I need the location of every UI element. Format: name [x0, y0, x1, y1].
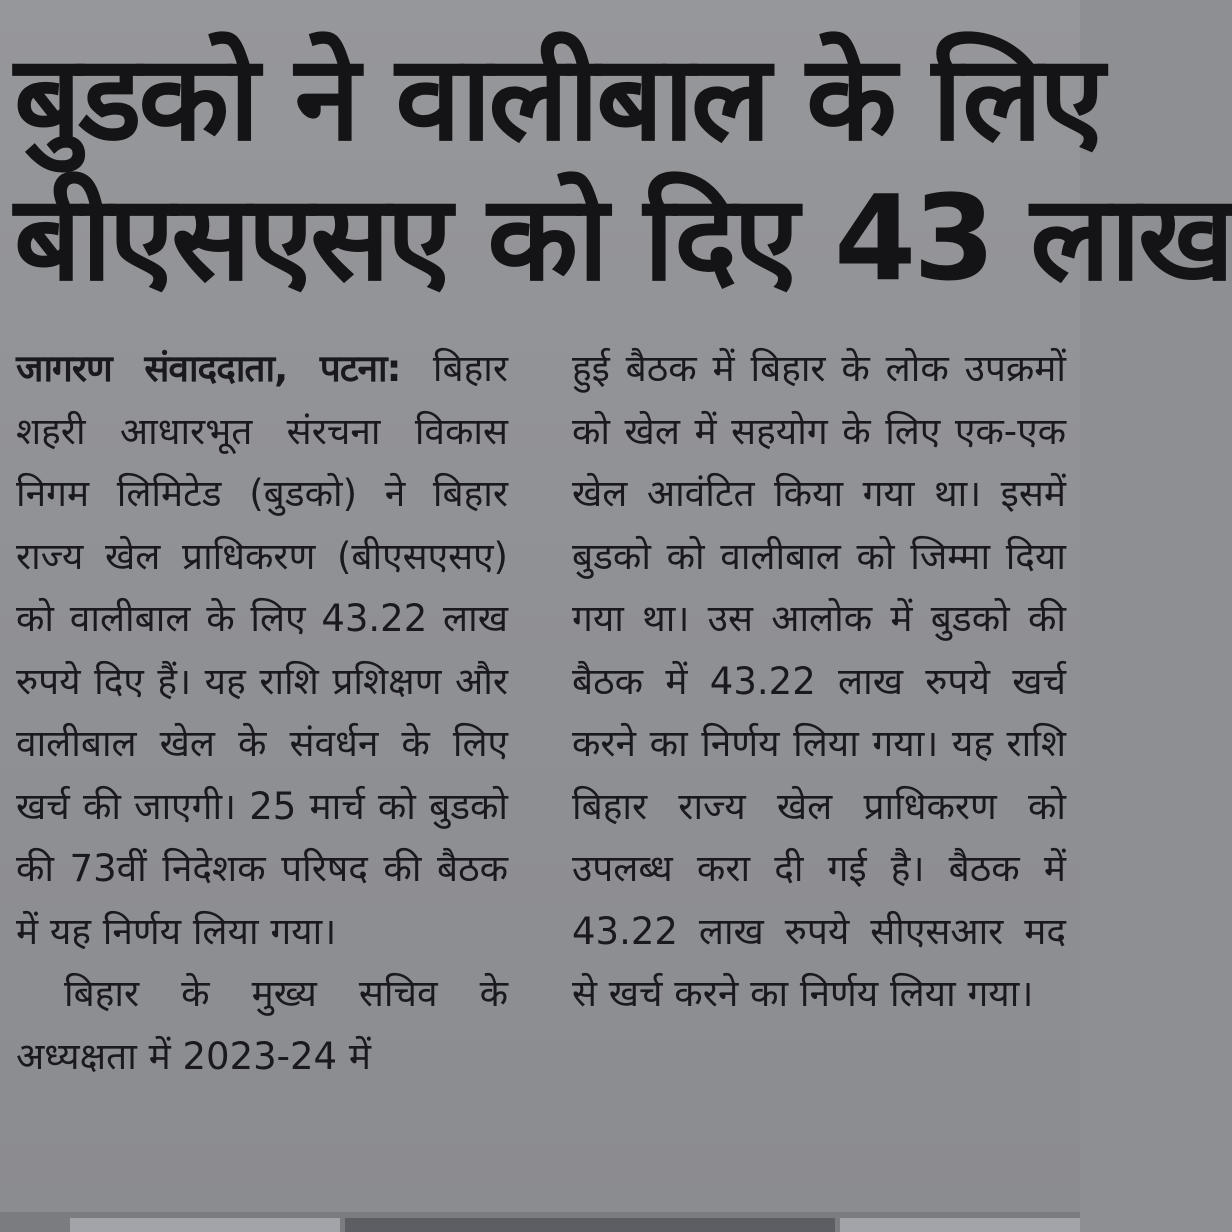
next-article-edge [0, 1212, 1080, 1232]
article-column-left [16, 338, 508, 1088]
byline: जागरण संवाददाता, पटना: [16, 347, 401, 390]
headline-line-2: बीएसएसए को दिए 43 लाख [14, 169, 1232, 307]
article-paragraph-1 [16, 338, 508, 963]
headline [14, 28, 1232, 308]
photo-edge-left [70, 1218, 340, 1232]
photo-edge-right [840, 1218, 1080, 1232]
article-paragraph-2-start: बिहार के मुख्य सचिव के अध्यक्षता में 2023-24 में [16, 972, 508, 1078]
article-column-right [572, 338, 1066, 1026]
article-paragraph-2-continued: हुई बैठक में बिहार के लोक उपक्रमों को खेल में सहयोग के लिए एक-एक खेल आवंटित किया गया था। इसमें बुडको को वालीबाल को जिम्मा दिया गया था। उस आलोक में बुडको की बैठक में 43.22 लाख रुपये खर्च करने का निर्णय लिया गया। यह राशि बिहार राज्य खेल प्राधिकरण को उपलब्ध करा दी गई है। बैठक में 43.22 लाख रुपये सीएसआर मद से खर्च करने का निर्णय लिया गया। [572, 347, 1066, 1015]
headline-line-1: बुडको ने वालीबाल के लिए [14, 29, 1102, 167]
paragraph-1-text: बिहार शहरी आधारभूत संरचना विकास निगम लिमिटेड (बुडको) ने बिहार राज्य खेल प्राधिकरण (बीएसएसए) को वालीबाल के लिए 43.22 लाख रुपये दिए हैं। यह राशि प्रशिक्षण और वालीबाल खेल के संवर्धन के लिए खर्च की जाएगी। 25 मार्च को बुडको की 73वीं निदेशक परिषद की बैठक में यह निर्णय लिया गया। [16, 347, 508, 953]
photo-edge-center [345, 1218, 835, 1232]
